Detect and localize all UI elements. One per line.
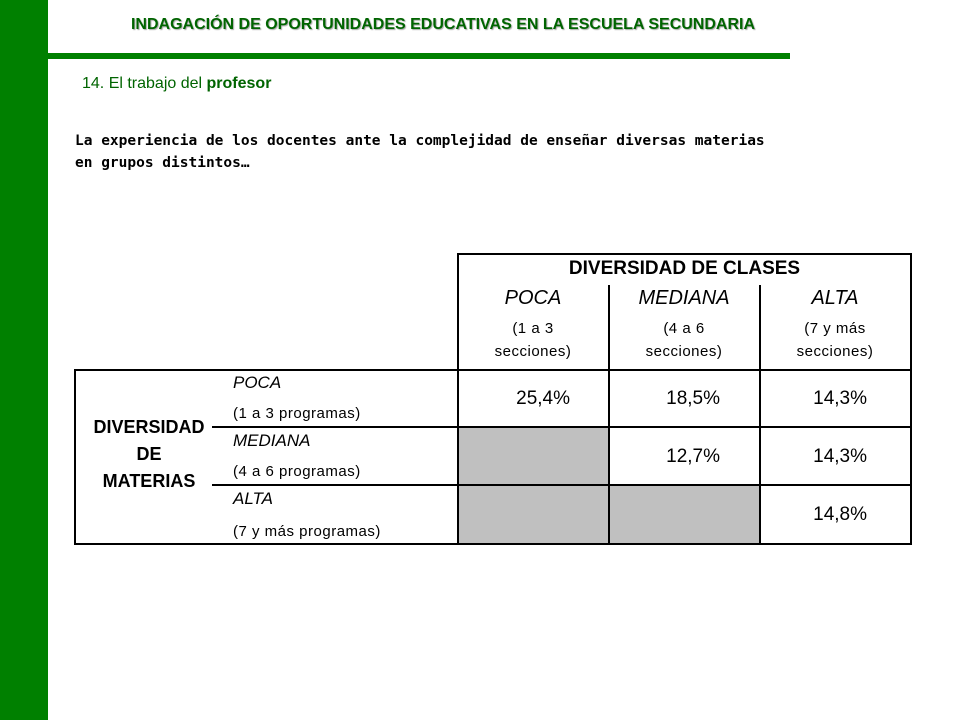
row-sub-mediana: (4 a 6 programas) (233, 463, 361, 480)
cell-poca-mediana: 18,5% (666, 388, 720, 409)
row-group-title-2: DE (136, 444, 162, 464)
col-sub-alta (760, 317, 910, 363)
col-sub-mediana (609, 317, 759, 363)
row-header-alta: ALTA (233, 489, 273, 508)
cell-poca-alta: 14,3% (813, 388, 867, 409)
col-group-title: DIVERSIDAD DE CLASES (568, 258, 801, 279)
col-header-poca: POCA (504, 287, 562, 309)
row-sub-poca: (1 a 3 programas) (233, 405, 361, 422)
col-sub-poca (458, 317, 608, 363)
cell-mediana-mediana: 12,7% (666, 446, 720, 467)
col-sub-poca-2: secciones) (494, 343, 572, 360)
table-header-border (74, 369, 911, 371)
header-title: INDAGACIÓN DE OPORTUNIDADES EDUCATIVAS EN LA ESCUELA SECUNDARIA (130, 16, 756, 33)
cell-alta-alta: 14,8% (813, 504, 867, 525)
col-sub-mediana-1: (4 a 6 (663, 320, 705, 337)
intro-text (75, 130, 875, 174)
left-green-bar (0, 0, 48, 720)
col-sub-alta-1: (7 y más (804, 320, 866, 337)
subtitle-prefix: 14. El trabajo del (82, 75, 207, 92)
row-header-poca: POCA (233, 373, 282, 392)
col-header-alta: ALTA (811, 287, 859, 309)
table-top-border (458, 253, 911, 255)
cell-poca-poca: 25,4% (516, 388, 570, 409)
cell-mediana-alta: 14,3% (813, 446, 867, 467)
col-sub-mediana-2: secciones) (645, 343, 723, 360)
subtitle-bold: profesor (206, 75, 272, 92)
intro-line-2: en grupos distintos… (75, 155, 250, 171)
row-group-title-3: MATERIAS (102, 471, 196, 491)
col-header-mediana: MEDIANA (638, 287, 730, 309)
shaded-cell-alta-poca (458, 485, 608, 544)
row-border-1 (212, 426, 911, 428)
intro-line-1: La experiencia de los docentes ante la complejidad de enseñar diversas materias (75, 133, 765, 149)
col-sub-alta-2: secciones) (796, 343, 874, 360)
table-bottom-border (74, 543, 911, 545)
row-group-title (74, 414, 224, 495)
section-subtitle (82, 75, 271, 93)
header-rule (48, 53, 790, 59)
row-border-2 (212, 484, 911, 486)
table-right-border (910, 253, 912, 545)
row-header-mediana: MEDIANA (233, 431, 311, 450)
col-sub-poca-1: (1 a 3 (512, 320, 554, 337)
row-group-title-1: DIVERSIDAD (93, 417, 205, 437)
row-sub-alta: (7 y más programas) (233, 523, 381, 540)
